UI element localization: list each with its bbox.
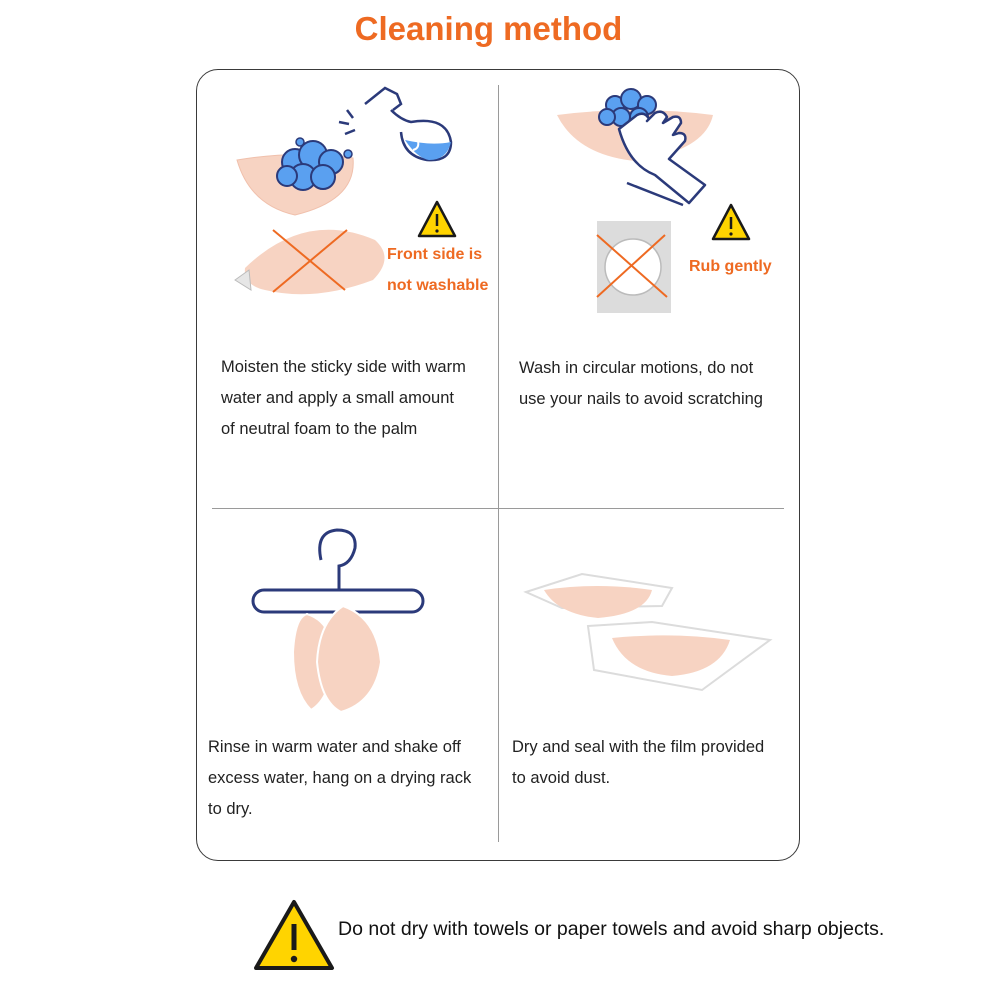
warning-icon [252,898,336,972]
panel-divider-vertical [498,85,499,842]
step2-line: use your nails to avoid scratching [519,390,763,408]
step1-line: Moisten the sticky side with warm [221,358,466,376]
step1-warning-line1: Front side is [387,246,483,263]
step3-line: Rinse in warm water and shake off [208,738,461,756]
step4-description [512,732,764,794]
step4-line: to avoid dust. [512,769,611,787]
panel-divider-horizontal [212,508,784,509]
step2-description [519,353,763,415]
step3-line: excess water, hang on a drying rack [208,769,472,787]
step4-illustration [522,568,777,698]
step2-warning [689,251,772,282]
step2-warning-line1: Rub gently [689,258,772,275]
bottom-warning-text: Do not dry with towels or paper towels and avoid sharp objects. [338,918,885,940]
step3-line: to dry. [208,800,253,818]
step3-description [208,732,471,825]
step1-line: of neutral foam to the palm [221,420,418,438]
step4-line: Dry and seal with the film provided [512,738,765,756]
step2-line: Wash in circular motions, do not [519,359,754,377]
step1-warning [387,239,488,301]
step3-illustration [245,522,435,717]
step1-warning-line2: not washable [387,277,489,294]
step2-illustration [555,85,755,320]
step1-line: water and apply a small amount [221,389,454,407]
step1-description [221,352,466,445]
page-title: Cleaning method [354,10,623,47]
